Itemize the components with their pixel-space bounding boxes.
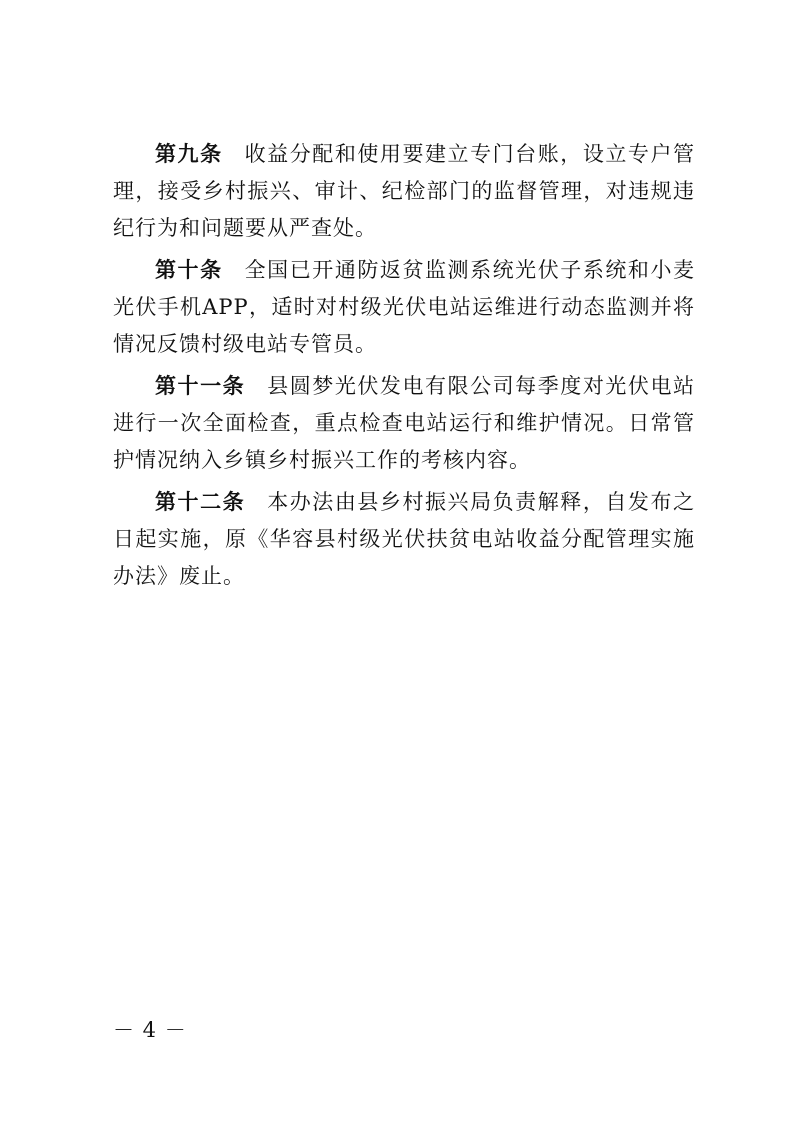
- article-12-heading: 第十二条: [155, 490, 246, 514]
- article-10-heading: 第十条: [155, 258, 223, 282]
- article-12: [113, 484, 695, 595]
- document-body: [113, 136, 695, 600]
- article-10-text: 全国已开通防返贫监测系统光伏子系统和小麦光伏手机APP，适时对村级光伏电站运维进行动态监测并将情况反馈村级电站专管员。: [113, 258, 696, 356]
- article-10: [113, 252, 695, 363]
- article-11-text: 县圆梦光伏发电有限公司每季度对光伏电站进行一次全面检查，重点检查电站运行和维护情况。日常管护情况纳入乡镇乡村振兴工作的考核内容。: [113, 374, 696, 472]
- article-9-text: 收益分配和使用要建立专门台账，设立专户管理，接受乡村振兴、审计、纪检部门的监督管理，对违规违纪行为和问题要从严查处。: [113, 142, 696, 240]
- article-12-text: 本办法由县乡村振兴局负责解释，自发布之日起实施，原《华容县村级光伏扶贫电站收益分配管理实施办法》废止。: [113, 490, 696, 588]
- article-11: [113, 368, 695, 479]
- article-11-heading: 第十一条: [155, 374, 246, 398]
- page-number: － 4 －: [113, 1018, 187, 1042]
- article-9: [113, 136, 695, 247]
- article-9-heading: 第九条: [155, 142, 223, 166]
